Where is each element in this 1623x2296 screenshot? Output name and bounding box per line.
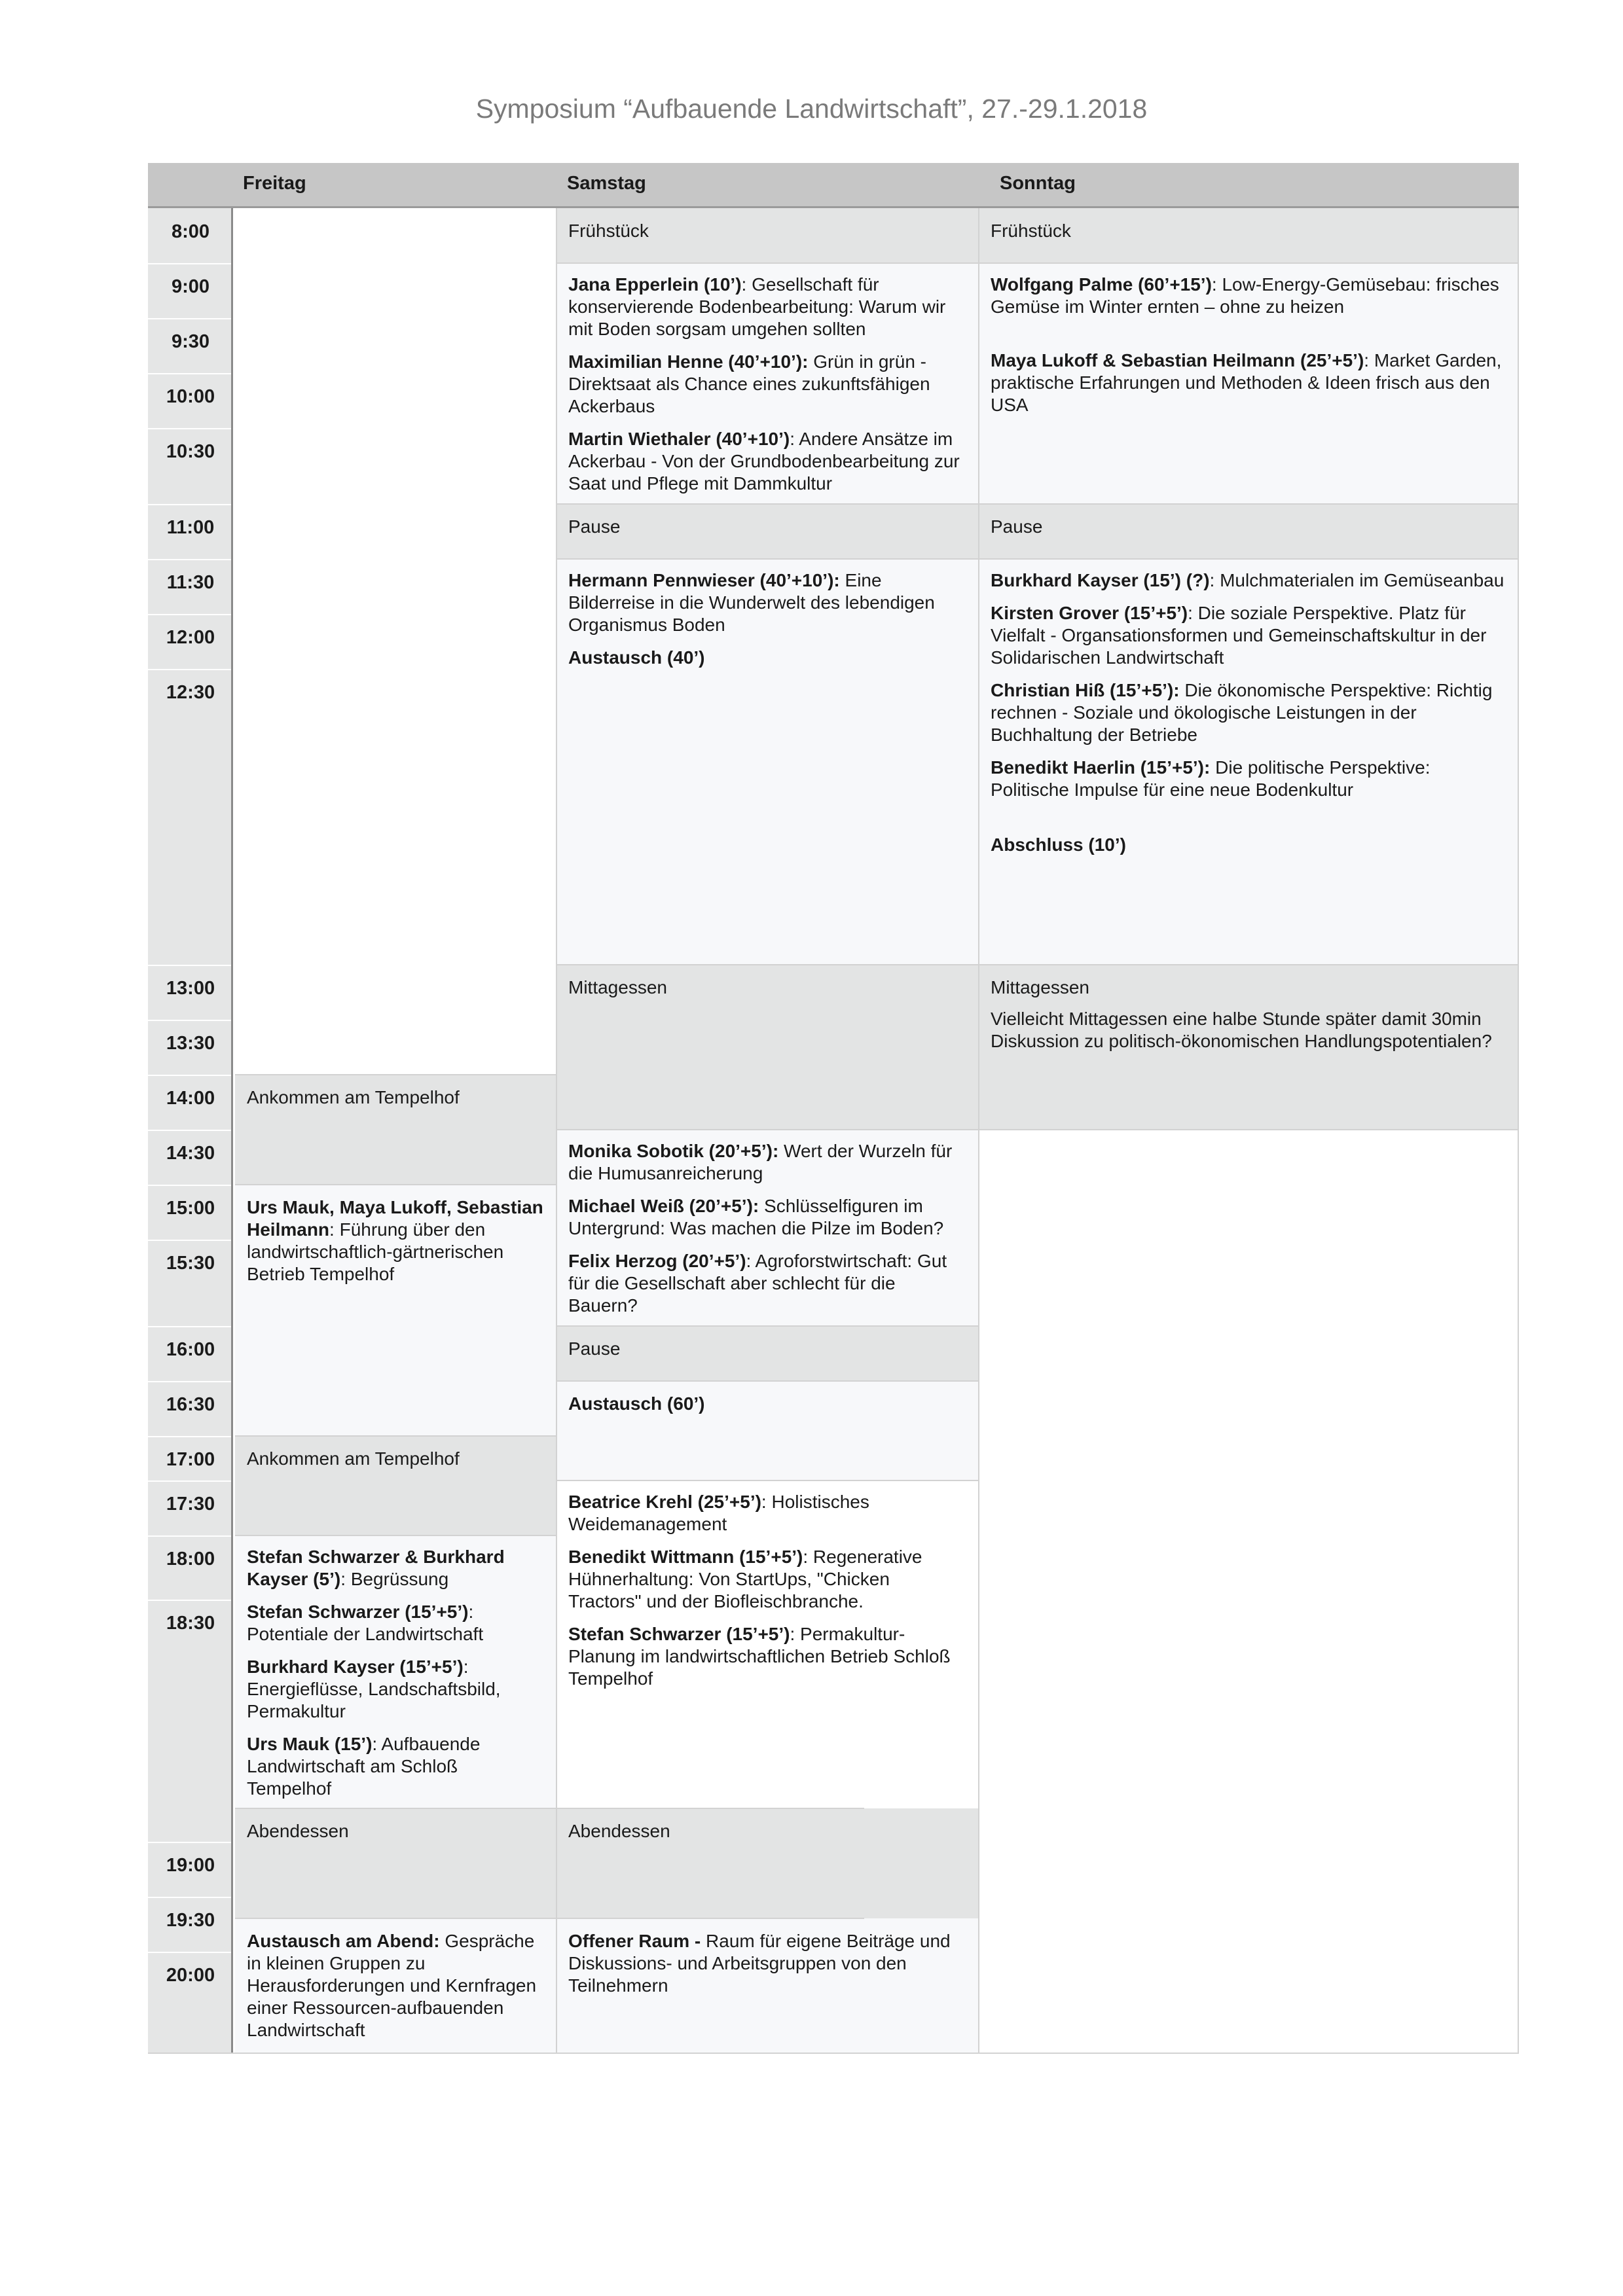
saturday-night — [556, 1918, 979, 2054]
time-label: 12:00 — [166, 627, 215, 648]
sunday-pause-label: Pause — [991, 516, 1043, 537]
time-label: 11:30 — [166, 572, 215, 593]
saturday-e2-text: : Regenerative Hühnerhaltung: Von StartUps, "Chicken Tractors" und der Biofleischbranche. — [568, 1547, 922, 1611]
saturday-pause-2 — [556, 1326, 979, 1381]
friday-dinner-label: Abendessen — [247, 1821, 349, 1841]
time-label: 18:30 — [166, 1613, 215, 1634]
saturday-e2-speaker: Benedikt Wittmann (15’+5’) — [568, 1547, 803, 1567]
time-label: 12:30 — [166, 682, 215, 703]
saturday-pause-2-label: Pause — [568, 1338, 621, 1359]
sunday-n2-text: : Die soziale Perspektive. Platz für Vielfalt - Organsationsformen und Gemeinschaftskultur in der Solidarischen Landwirtschaft — [991, 603, 1487, 668]
friday-evening-talks — [235, 1535, 556, 1808]
time-label: 16:00 — [166, 1339, 215, 1360]
time-label: 17:00 — [166, 1449, 215, 1470]
sunday-breakfast — [979, 208, 1519, 263]
friday-arrival-1-label: Ankommen am Tempelhof — [247, 1087, 460, 1107]
sunday-n1-text: : Mulchmaterialen im Gemüseanbau — [1209, 570, 1504, 590]
saturday-a1-text: Wert der Wurzeln für die Humusanreicherung — [568, 1141, 953, 1183]
schedule-table — [148, 163, 1519, 2054]
sunday-noon-talks — [979, 559, 1519, 965]
table-header-row — [148, 163, 1519, 208]
friday-ev2-text: : Potentiale der Landwirtschaft — [247, 1602, 484, 1644]
time-label: 9:00 — [171, 276, 210, 297]
time-label: 13:00 — [166, 978, 215, 999]
saturday-n1-text: Eine Bilderreise in die Wunderwelt des lebendigen Organismus Boden — [568, 570, 935, 635]
saturday-n2: Austausch (40’) — [568, 647, 705, 668]
sunday-n3-text: Die ökonomische Perspektive: Richtig rechnen - Soziale und ökologische Leistungen in der Buchhaltung der Betriebe — [991, 680, 1493, 745]
time-label: 15:30 — [166, 1253, 215, 1274]
time-label: 15:00 — [166, 1198, 215, 1219]
saturday-m3-speaker: Martin Wiethaler (40’+10’) — [568, 429, 790, 449]
sunday-n2-speaker: Kirsten Grover (15’+5’) — [991, 603, 1188, 623]
time-label: 16:30 — [166, 1394, 215, 1415]
saturday-night-text: Raum für eigene Beiträge und Diskussions- und Arbeitsgruppen von den Teilnehmern — [568, 1931, 951, 1996]
saturday-pause-1 — [556, 504, 979, 559]
sunday-m1-text: : Low-Energy-Gemüsebau: frisches Gemüse im Winter ernten – ohne zu heizen — [991, 274, 1499, 317]
friday-empty-block — [235, 208, 556, 1075]
header-friday: Freitag — [243, 173, 306, 194]
saturday-e1-speaker: Beatrice Krehl (25’+5’) — [568, 1492, 761, 1512]
saturday-a2-text: Schlüsselfiguren im Untergrund: Was machen die Pilze im Boden? — [568, 1196, 944, 1238]
friday-ev4-text: : Aufbauende Landwirtschaft am Schloß Tempelhof — [247, 1734, 481, 1799]
time-label: 19:30 — [166, 1910, 215, 1931]
time-label: 8:00 — [171, 221, 210, 242]
sunday-m2-speaker: Maya Lukoff & Sebastian Heilmann (25’+5’) — [991, 350, 1364, 370]
friday-ev1-text: : Begrüssung — [340, 1569, 449, 1589]
saturday-night-title: Offener Raum - — [568, 1931, 701, 1951]
saturday-e3-text: : Permakultur-Planung im landwirtschaftlichen Betrieb Schloß Tempelhof — [568, 1624, 951, 1689]
sunday-lunch — [979, 965, 1519, 1130]
sunday-morning-talks — [979, 263, 1519, 504]
saturday-dinner — [556, 1808, 979, 1918]
saturday-breakfast — [556, 208, 979, 263]
sunday-pause — [979, 504, 1519, 559]
saturday-m2-speaker: Maximilian Henne (40’+10’): — [568, 351, 809, 372]
page-title: Symposium “Aufbauende Landwirtschaft”, 27.-29.1.2018 — [475, 94, 1148, 124]
saturday-dinner-label: Abendessen — [568, 1821, 670, 1841]
saturday-breakfast-label: Frühstück — [568, 221, 649, 241]
sunday-lunch-label: Mittagessen — [991, 977, 1089, 997]
time-label: 10:00 — [166, 386, 215, 407]
sunday-n4-speaker: Benedikt Haerlin (15’+5’): — [991, 757, 1211, 778]
saturday-m3-text: : Andere Ansätze im Ackerbau - Von der Grundbodenbearbeitung zur Saat und Pflege mit Dammkultur — [568, 429, 960, 493]
time-label: 14:00 — [166, 1088, 215, 1109]
time-label: 14:30 — [166, 1143, 215, 1164]
saturday-e1-text: : Holistisches Weidemanagement — [568, 1492, 869, 1534]
friday-arrival-2 — [235, 1436, 556, 1535]
friday-tour-text: : Führung über den landwirtschaftlich-gärtnerischen Betrieb Tempelhof — [247, 1219, 504, 1284]
header-saturday: Samstag — [567, 173, 646, 194]
saturday-afternoon-talks — [556, 1130, 979, 1326]
time-label: 17:30 — [166, 1494, 215, 1515]
time-label: 18:00 — [166, 1549, 215, 1570]
time-label: 13:30 — [166, 1033, 215, 1054]
saturday-m1-text: : Gesellschaft für konservierende Bodenbearbeitung: Warum wir mit Boden sorgsam umgehen sollten — [568, 274, 946, 339]
friday-arrival-2-label: Ankommen am Tempelhof — [247, 1448, 460, 1469]
saturday-exchange-label: Austausch (60’) — [568, 1393, 705, 1414]
sunday-empty-block — [979, 1130, 1519, 2054]
sunday-closing: Abschluss (10’) — [991, 834, 1126, 855]
saturday-a2-speaker: Michael Weiß (20’+5’): — [568, 1196, 759, 1216]
friday-night — [235, 1918, 556, 2054]
saturday-a3-text: : Agroforstwirtschaft: Gut für die Gesellschaft aber schlecht für die Bauern? — [568, 1251, 947, 1316]
friday-ev4-speaker: Urs Mauk (15’) — [247, 1734, 373, 1754]
time-label: 9:30 — [171, 331, 210, 352]
saturday-pause-1-label: Pause — [568, 516, 621, 537]
time-label: 19:00 — [166, 1855, 215, 1876]
saturday-m1-speaker: Jana Epperlein (10’) — [568, 274, 742, 295]
friday-ev3-speaker: Burkhard Kayser (15’+5’) — [247, 1657, 464, 1677]
saturday-noon-talks — [556, 559, 979, 965]
saturday-evening-talks — [556, 1480, 979, 1808]
saturday-n1-speaker: Hermann Pennwieser (40’+10’): — [568, 570, 840, 590]
saturday-lunch-label: Mittagessen — [568, 977, 667, 997]
saturday-a3-speaker: Felix Herzog (20’+5’) — [568, 1251, 746, 1271]
friday-ev2-speaker: Stefan Schwarzer (15’+5’) — [247, 1602, 469, 1622]
header-sunday: Sonntag — [1000, 173, 1076, 194]
friday-night-text: Gespräche in kleinen Gruppen zu Herausforderungen und Kernfragen einer Ressourcen-aufbauenden Landwirtschaft — [247, 1931, 537, 2040]
sunday-n3-speaker: Christian Hiß (15’+5’): — [991, 680, 1180, 700]
saturday-m2-text: Grün in grün - Direktsaat als Chance eines zukunftsfähigen Ackerbaus — [568, 351, 930, 416]
sunday-m1-speaker: Wolfgang Palme (60’+15’) — [991, 274, 1212, 295]
sunday-n4-text: Die politische Perspektive: Politische Impulse für eine neue Bodenkultur — [991, 757, 1431, 800]
friday-tour — [235, 1185, 556, 1436]
saturday-a1-speaker: Monika Sobotik (20’+5’): — [568, 1141, 779, 1161]
saturday-e3-speaker: Stefan Schwarzer (15’+5’) — [568, 1624, 790, 1644]
sunday-n1-speaker: Burkhard Kayser (15’) (?) — [991, 570, 1210, 590]
friday-ev3-text: : Energieflüsse, Landschaftsbild, Permakultur — [247, 1657, 501, 1721]
time-label: 10:30 — [166, 441, 215, 462]
friday-night-title: Austausch am Abend: — [247, 1931, 440, 1951]
friday-ev1-speaker: Stefan Schwarzer & Burkhard Kayser (5’) — [247, 1547, 505, 1589]
saturday-exchange — [556, 1381, 979, 1480]
friday-tour-speakers: Urs Mauk, Maya Lukoff, Sebastian Heilmann — [247, 1197, 543, 1240]
sunday-m2-text: : Market Garden, praktische Erfahrungen und Methoden & Ideen frisch aus den USA — [991, 350, 1502, 415]
sunday-breakfast-label: Frühstück — [991, 221, 1071, 241]
saturday-morning-talks — [556, 263, 979, 504]
friday-arrival-1 — [235, 1075, 556, 1185]
saturday-lunch — [556, 965, 979, 1130]
friday-dinner — [235, 1808, 556, 1918]
sunday-lunch-note: Vielleicht Mittagessen eine halbe Stunde später damit 30min Diskussion zu politisch-ökonomischen Handlungspotentialen? — [991, 1009, 1492, 1051]
time-label: 11:00 — [166, 517, 215, 538]
time-label: 20:00 — [166, 1965, 215, 1986]
time-column — [148, 208, 233, 2054]
